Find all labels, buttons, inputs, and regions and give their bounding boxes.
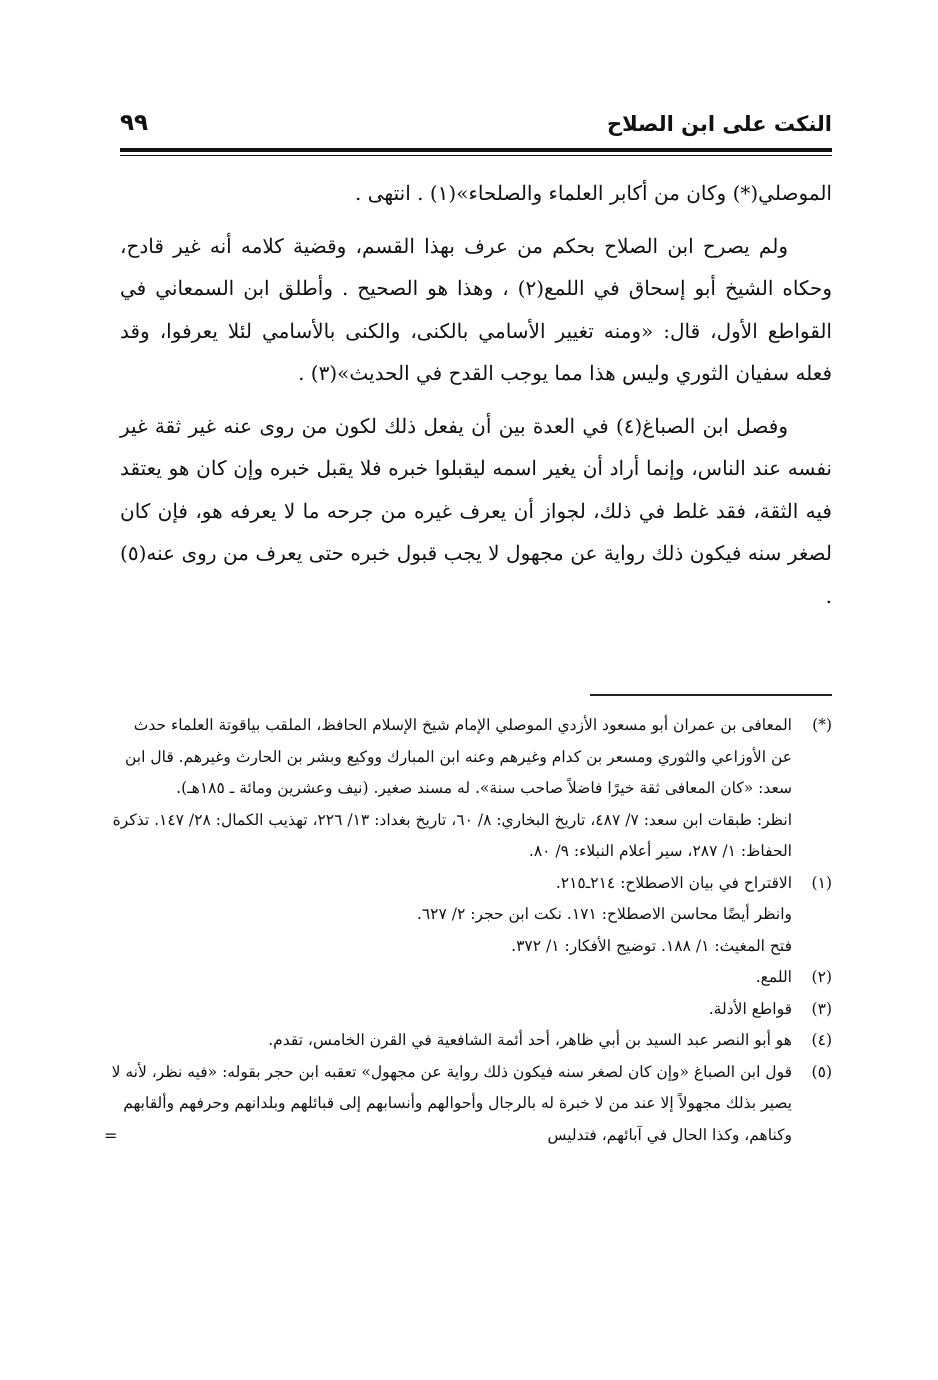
- footnote-text: هو أبو النصر عبد السيد بن أبي ظاهر، أحد أئمة الشافعية في القرن الخامس، تقدم.: [268, 1031, 792, 1049]
- footnote-text: فتح المغيث: ١/ ١٨٨. توضيح الأفكار: ١/ ٣٧٢.: [511, 936, 792, 955]
- footnote-text: اللمع.: [755, 968, 792, 986]
- footnote-marker: (٥): [811, 1062, 832, 1081]
- footnote-text: الاقتراح في بيان الاصطلاح: ٢١٤ـ٢١٥.: [555, 873, 792, 892]
- footnote: [104, 1057, 832, 1152]
- main-text: [120, 172, 832, 627]
- footnote-text: المعافى بن عمران أبو مسعود الأزدي الموصلي الإمام شيخ الإسلام الحافظ، الملقب بياقوتة العلماء حدث عن الأوزاعي والثوري ومسعر بن كدام وغيرهم وعنه ابن المبارك ووكيع وبشر بن الحارث وغيرهم. قال ابن سعد: «كان المعافى ثقة خيرًا فاضلاً صاحب سنة». له مسند صغير. (نيف وعشرين ومائة ـ ١٨٥هـ).: [124, 716, 792, 797]
- footnote-marker: (٢): [811, 968, 832, 986]
- footnote-text: انظر: طبقات ابن سعد: ٧/ ٤٨٧، تاريخ البخاري: ٨/ ٦٠، تاريخ بغداد: ١٣/ ٢٢٦، تهذيب الكمال: ٢٨/ ١٤٧. تذكرة الحفاظ: ١/ ٢٨٧، سير أعلام النبلاء: ٩/ ٨٠.: [112, 810, 792, 860]
- paragraph: الموصلي(*) وكان من أكابر العلماء والصلحاء»(١) . انتهى .: [355, 181, 832, 205]
- footnote-text: وانظر أيضًا محاسن الاصطلاح: ١٧١. نكت ابن حجر: ٢/ ٦٢٧.: [416, 905, 792, 923]
- footnote-marker: (٤): [811, 1031, 832, 1049]
- footnote: [110, 710, 832, 868]
- footnote: [110, 962, 832, 994]
- paragraph: ولم يصرح ابن الصلاح بحكم من عرف بهذا القسم، وقضية كلامه أنه غير قادح، وحكاه الشيخ أبو إسحاق في اللمع(٢) ، وهذا هو الصحيح . وأطلق ابن السمعاني في القواطع الأول، قال: «ومنه تغيير الأسامي بالكنى، والكنى بالأسامي لئلا يعرفوا، وقد فعله سفيان الثوري وليس هذا مما يوجب القدح في الحديث»(٣) .: [120, 233, 832, 385]
- running-title: النكت على ابن الصلاح: [606, 112, 832, 136]
- footnote-text: قول ابن الصباغ «وإن كان لصغر سنه فيكون ذلك رواية عن مجهول» تعقبه ابن حجر بقوله: «فيه نظر، لأنه لا يصير بذلك مجهولاً إلا عند من لا خبرة له بالرجال وأحوالهم وأنسابهم إلى قبائلهم وبلدانهم وحرفهم وألقابهم وكناهم، وكذا الحال في آبائهم، فتدليس: [111, 1062, 792, 1144]
- footnote: [110, 1025, 832, 1057]
- footnote-marker: (٣): [811, 999, 832, 1018]
- footnote-separator: [590, 694, 832, 696]
- header-rule: [120, 148, 832, 152]
- footnote-text: قواطع الأدلة.: [708, 999, 792, 1018]
- footnote-marker: (*): [812, 716, 832, 734]
- page-header: [120, 112, 832, 146]
- header-rule-thin: [120, 155, 832, 156]
- footnote: [110, 868, 832, 963]
- paragraph: وفصل ابن الصباغ(٤) في العدة بين أن يفعل ذلك لكون من روى عنه غير ثقة غير نفسه عند الناس، وإنما أراد أن يغير اسمه ليقبلوا خبره فلا يقبل خبره وإن كان هو يعتقد فيه الثقة، فقد غلط في ذلك، لجواز أن يعرف غيره من جرحه ما لا يعرفه هو، فإن كان لصغر سنه فيكون ذلك رواية عن مجهول لا يجب قبول خبره حتى يعرف من روى عنه(٥) .: [120, 413, 832, 608]
- page-number: ٩٩: [120, 110, 149, 136]
- footnotes: [104, 710, 832, 1151]
- footnote-marker: (١): [811, 873, 832, 892]
- continuation-mark: =: [104, 1125, 118, 1145]
- footnote: [110, 994, 832, 1026]
